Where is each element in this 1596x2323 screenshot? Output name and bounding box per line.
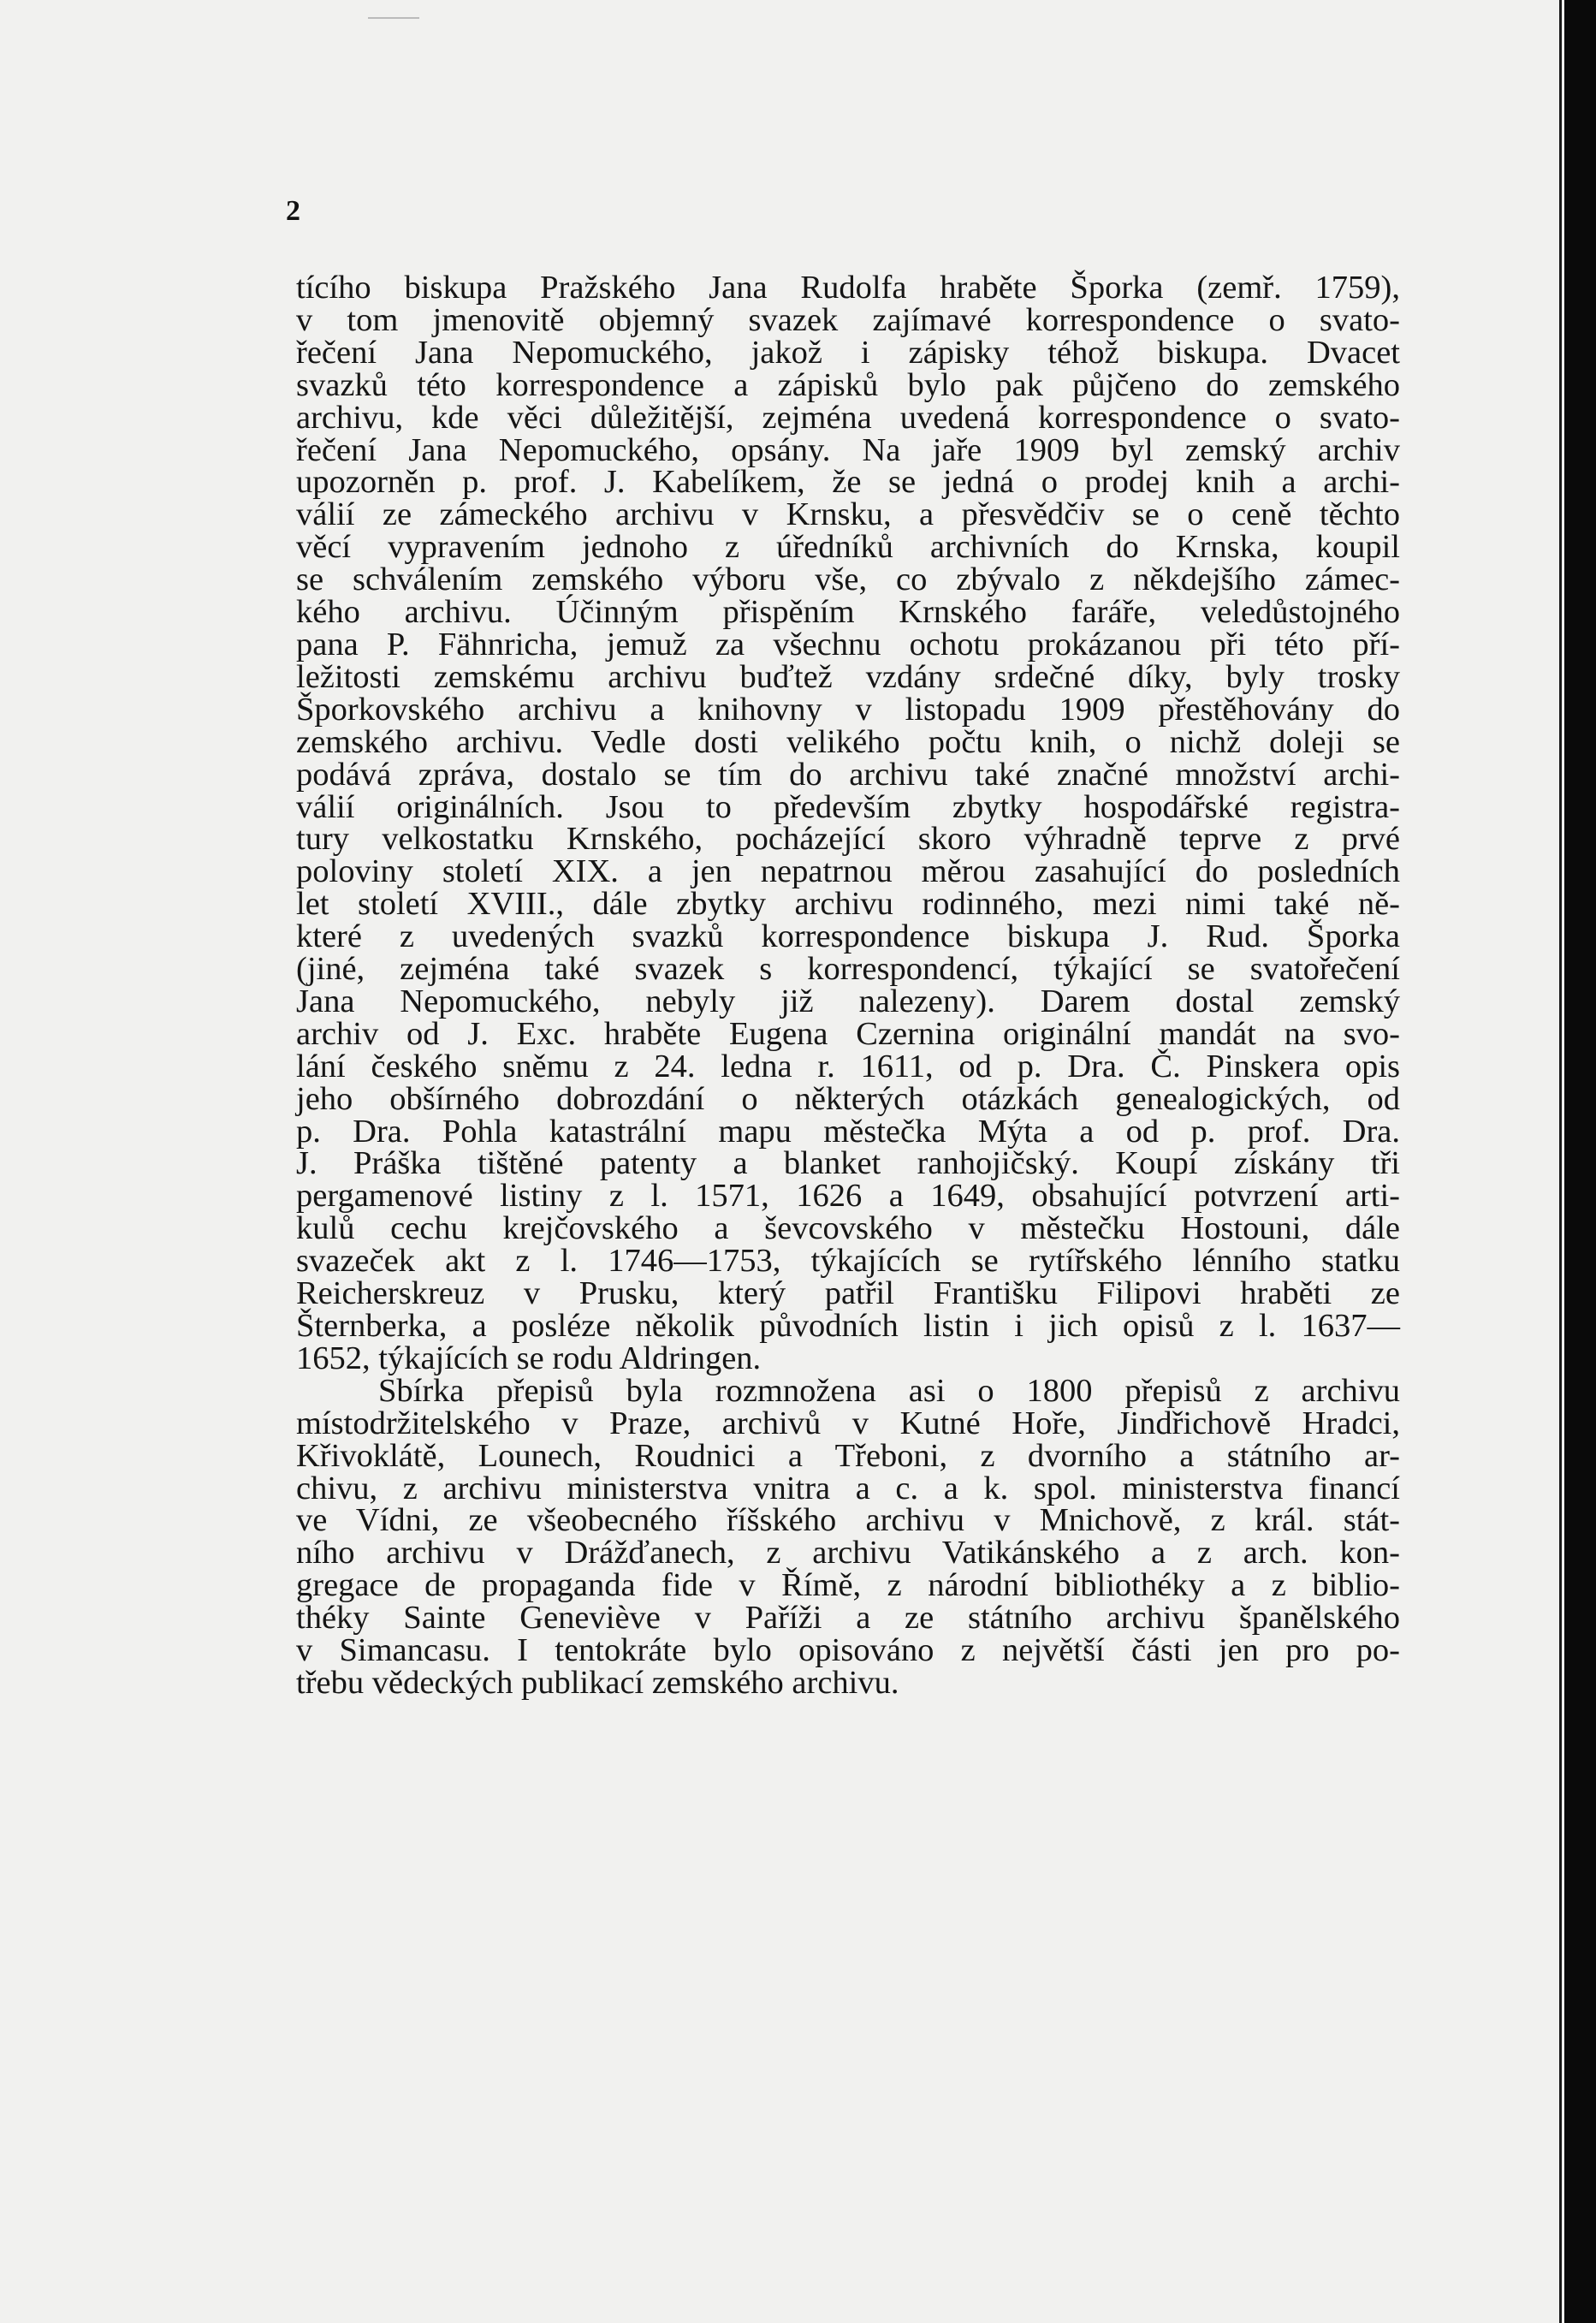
body-text [296, 272, 1400, 1700]
text-line: tícího biskupa Pražského Jana Rudolfa hraběte Šporka (zemř. 1759), [296, 270, 1400, 306]
text-line: v Simancasu. I tentokráte bylo opisováno z největší části jen pro po- [296, 1632, 1400, 1669]
text-line: pergamenové listiny z l. 1571, 1626 a 1649, obsahující potvrzení arti- [296, 1178, 1400, 1215]
text-line: ního archivu v Drážďanech, z archivu Vatikánského a z arch. kon- [296, 1535, 1400, 1571]
text-line: Šternberka, a posléze několik původních listin i jich opisů z l. 1637— [296, 1308, 1400, 1344]
text-line: kulů cechu krejčovského a ševcovského v městečku Hostouni, dále [296, 1210, 1400, 1247]
text-line: tury velkostatku Krnského, pocházející skoro výhradně teprve z prvé [296, 821, 1400, 858]
text-line: p. Dra. Pohla katastrální mapu městečka Mýta a od p. prof. Dra. [296, 1113, 1400, 1150]
text-line: třebu vědeckých publikací zemského archivu. [296, 1664, 899, 1701]
text-line: let století XVIII., dále zbytky archivu rodinného, mezi nimi také ně- [296, 886, 1400, 923]
text-line: gregace de propaganda fide v Římě, z národní bibliothéky a z biblio- [296, 1567, 1400, 1604]
text-line: v tom jmenovitě objemný svazek zajímavé korrespondence o svato- [296, 301, 1400, 338]
text-line: které z uvedených svazků korrespondence biskupa J. Rud. Šporka [296, 918, 1400, 955]
text-line: svazeček akt z l. 1746—1753, týkajících se rytířského lénního statku [296, 1243, 1400, 1280]
text-line: pana P. Fähnricha, jemuž za všechnu ochotu prokázanou při této pří- [296, 626, 1400, 662]
text-line: zemského archivu. Vedle dosti velikého počtu knih, o nichž doleji se [296, 723, 1400, 760]
scan-border [1564, 0, 1596, 2323]
text-line: podává zpráva, dostalo se tím do archivu také značné množství archi- [296, 756, 1400, 793]
text-line: svazků této korrespondence a zápisků bylo pak půjčeno do zemského [296, 366, 1400, 403]
scan-smudge [368, 0, 419, 19]
text-line: Reicherskreuz v Prusku, který patřil Františku Filipovi hraběti ze [296, 1275, 1400, 1312]
text-line: Sbírka přepisů byla rozmnožena asi o 1800 přepisů z archivu [378, 1372, 1400, 1409]
text-line: ležitosti zemskému archivu buďtež vzdány srdečné díky, byly trosky [296, 658, 1400, 695]
text-line: J. Práška tištěné patenty a blanket ranhojičský. Koupí získány tři [296, 1145, 1400, 1182]
paragraph [296, 1372, 1400, 1701]
text-line: Jana Nepomuckého, nebyly již nalezeny). Darem dostal zemský [296, 983, 1400, 1019]
text-line: válií ze zámeckého archivu v Krnsku, a přesvědčiv se o ceně těchto [296, 496, 1400, 533]
text-line: řečení Jana Nepomuckého, opsány. Na jaře 1909 byl zemský archiv [296, 431, 1400, 468]
text-line: chivu, z archivu ministerstva vnitra a c. a k. spol. ministerstva financí [296, 1470, 1400, 1506]
text-line: kého archivu. Účinným přispěním Krnského faráře, veledůstojného [296, 594, 1400, 631]
text-line: Šporkovského archivu a knihovny v listopadu 1909 přestěhovány do [296, 691, 1400, 728]
text-line: archiv od J. Exc. hraběte Eugena Czernina originální mandát na svo- [296, 1015, 1400, 1052]
text-line: ve Vídni, ze všeobecného říšského archivu v Mnichově, z král. stát- [296, 1502, 1400, 1539]
text-line: théky Sainte Geneviève v Paříži a ze státního archivu španělského [296, 1600, 1400, 1637]
text-line: archivu, kde věci důležitější, zejména uvedená korrespondence o svato- [296, 399, 1400, 436]
text-line: řečení Jana Nepomuckého, jakož i zápisky téhož biskupa. Dvacet [296, 334, 1400, 371]
text-line: Křivoklátě, Lounech, Roudnici a Třeboni, z dvorního a státního ar- [296, 1437, 1400, 1474]
paragraph [296, 272, 1400, 1375]
page-edge-line [1559, 0, 1562, 2323]
text-line: válií originálních. Jsou to především zbytky hospodářské registra- [296, 788, 1400, 825]
text-line: věcí vypravením jednoho z úředníků archivních do Krnska, koupil [296, 529, 1400, 566]
text-line: poloviny století XIX. a jen nepatrnou měrou zasahující do posledních [296, 853, 1400, 890]
text-line: místodržitelského v Praze, archivů v Kutné Hoře, Jindřichově Hradci, [296, 1405, 1400, 1441]
page-number: 2 [286, 195, 300, 227]
text-line: upozorněn p. prof. J. Kabelíkem, že se jedná o prodej knih a archi- [296, 464, 1400, 501]
text-line: se schválením zemského výboru vše, co zbývalo z někdejšího zámec- [296, 561, 1400, 598]
text-line: lání českého sněmu z 24. ledna r. 1611, od p. Dra. Č. Pinskera opis [296, 1048, 1400, 1084]
text-line: (jiné, zejména také svazek s korrespondencí, týkající se svatořečení [296, 951, 1400, 988]
text-line: 1652, týkajících se rodu Aldringen. [296, 1340, 762, 1376]
text-line: jeho obšírného dobrozdání o některých otázkách genealogických, od [296, 1080, 1400, 1117]
